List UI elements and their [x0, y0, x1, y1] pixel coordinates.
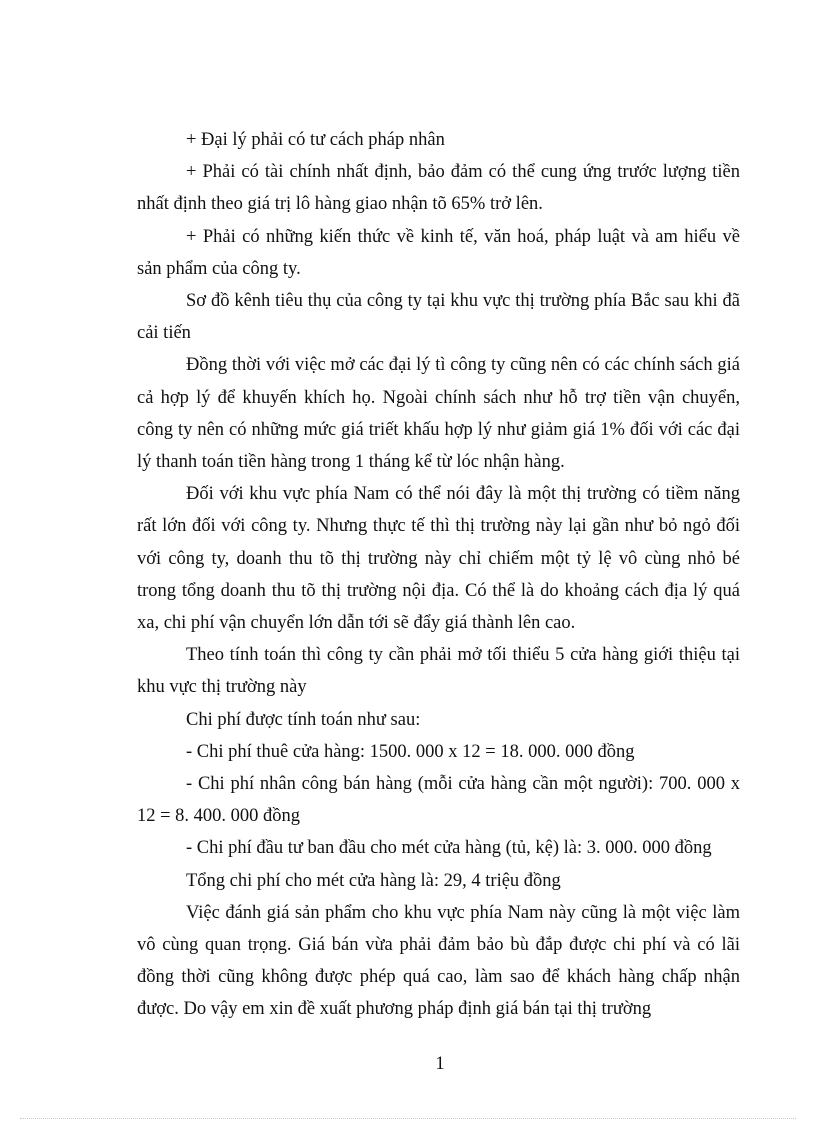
paragraph-initial-investment: - Chi phí đầu tư ban đầu cho mét cửa hàng (tủ, kệ) là: 3. 000. 000 đồng	[186, 838, 712, 859]
page-bottom-divider	[20, 1118, 796, 1119]
paragraph-channel-diagram-caption: Sơ đồ kênh tiêu thụ của công ty tại khu vực thị trường phía Bắc sau khi đã cải tiến	[137, 291, 740, 344]
paragraph-cost-intro: Chi phí được tính toán như sau:	[186, 709, 421, 730]
page-number: 1	[435, 1054, 445, 1074]
paragraph-pricing-policy: Đồng thời với việc mở các đại lý tì công ty cũng nên có các chính sách giá cả hợp lý để khuyến khích họ. Ngoài chính sách như hỗ trợ tiền vận chuyển, công ty nên có những mức giá triết khấu hợp lý như giảm giá 1% đối với các đại lý thanh toán tiền hàng trong 1 tháng kể từ lóc nhận hàng.	[137, 355, 740, 473]
paragraph-agent-finance: + Phải có tài chính nhất định, bảo đảm có thể cung ứng trước lượng tiền nhất định theo giá trị lô hàng giao nhận tõ 65% trở lên.	[137, 162, 740, 215]
paragraph-southern-market: Đối với khu vực phía Nam có thể nói đây là một thị trường có tiềm năng rất lớn đối với công ty. Nhưng thực tế thì thị trường này lại gần như bỏ ngỏ đối với công ty, doanh thu tõ thị trường này chỉ chiếm một tỷ lệ vô cùng nhỏ bé trong tổng doanh thu tõ thị trường nội địa. Có thể là do khoảng cách địa lý quá xa, chi phí vận chuyển lớn dẫn tới sẽ đẩy giá thành lên cao.	[137, 484, 740, 634]
document-body	[137, 124, 740, 1026]
paragraph-store-plan: Theo tính toán thì công ty cần phải mở tối thiểu 5 cửa hàng giới thiệu tại khu vực thị trường này	[137, 645, 740, 698]
paragraph-total-cost: Tổng chi phí cho mét cửa hàng là: 29, 4 triệu đồng	[186, 870, 561, 891]
paragraph-agent-knowledge: + Phải có những kiến thức về kinh tế, văn hoá, pháp luật và am hiểu về sản phẩm của công ty.	[137, 226, 740, 279]
paragraph-rent-cost: - Chi phí thuê cửa hàng: 1500. 000 x 12 = 18. 000. 000 đồng	[186, 741, 635, 762]
paragraph-agent-legal-status: + Đại lý phải có tư cách pháp nhân	[186, 130, 445, 150]
paragraph-labor-cost: - Chi phí nhân công bán hàng (mỗi cửa hàng cần một người): 700. 000 x 12 = 8. 400. 000 đồng	[137, 774, 740, 827]
paragraph-pricing-proposal: Việc đánh giá sản phẩm cho khu vực phía Nam này cũng là một việc làm vô cùng quan trọng. Giá bán vừa phải đảm bảo bù đắp được chi phí và có lãi đồng thời cũng không được phép quá cao, làm sao để khách hàng chấp nhận được. Do vậy em xin đề xuất phương pháp định giá bán tại thị trường	[137, 902, 740, 1020]
